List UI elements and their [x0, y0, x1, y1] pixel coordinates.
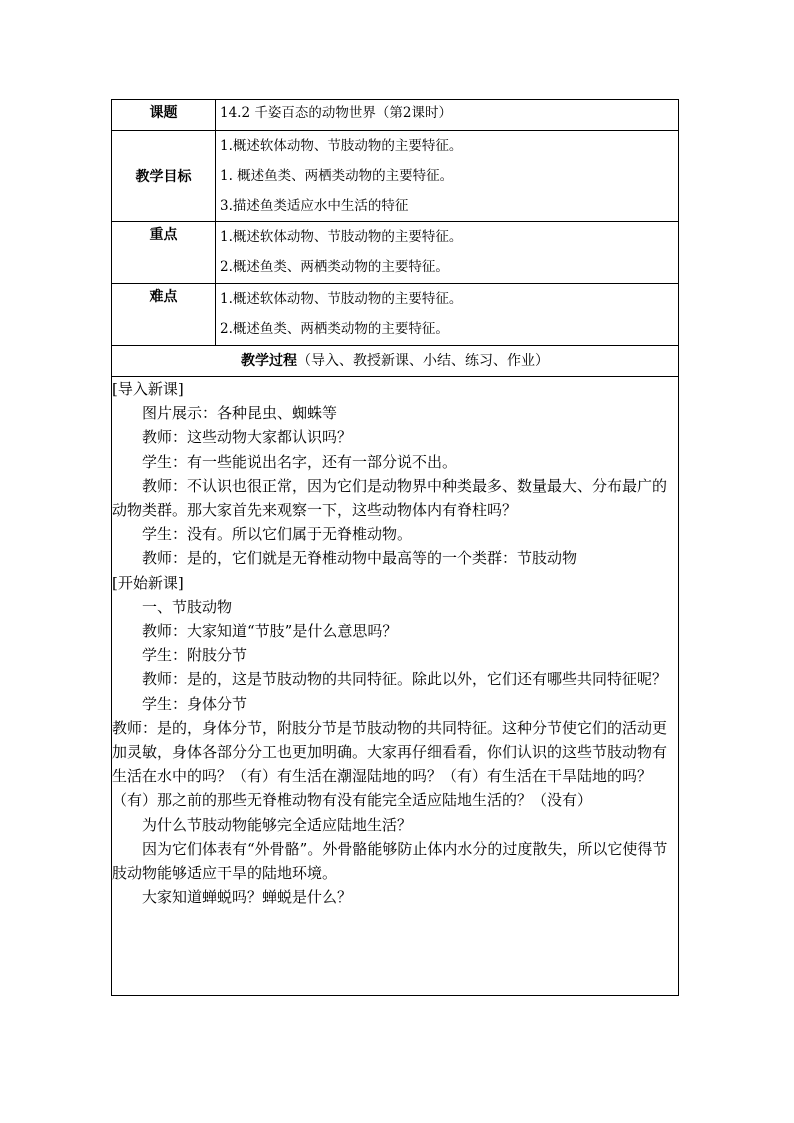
process-header-bold: 教学过程: [241, 353, 297, 369]
process-body: [112, 377, 679, 996]
section-heading: [导入新课]: [112, 380, 184, 398]
objective-item: 3.描述鱼类适应水中生活的特征: [220, 198, 409, 214]
title-row: [112, 100, 679, 131]
difficulties-label-cell: [112, 284, 216, 346]
dialogue-line: 学生：身体分节: [142, 694, 248, 713]
process-body-row: [112, 377, 679, 996]
difficulties-cell: [216, 284, 679, 346]
dialogue-line: 学生：附肢分节: [142, 646, 248, 665]
difficulties-label: 难点: [149, 289, 178, 305]
objective-item: 1.概述软体动物、节肢动物的主要特征。: [220, 138, 463, 154]
dialogue-line: 教师：是的，这是节肢动物的共同特征。除此以外，它们还有哪些共同特征呢？: [142, 670, 668, 689]
title-value-cell: [216, 100, 679, 131]
process-header: [112, 346, 679, 377]
dialogue-line: 教师：大家知道“节肢”是什么意思吗？: [142, 622, 398, 641]
dialogue-line: 教师：是的，它们就是无脊椎动物中最高等的一个类群：节肢动物: [142, 549, 578, 568]
dialogue-line: 教师：这些动物大家都认识吗？: [142, 428, 353, 447]
dialogue-line: 因为它们体表有“外骨骼”。外骨骼能够防止体内水分的过度散失，所以它使得节肢动物能够适应干旱的陆地环境。: [112, 839, 668, 883]
objectives-label-cell: [112, 131, 216, 222]
process-header-row: [112, 346, 679, 377]
key-points-row: [112, 222, 679, 284]
dialogue-line: 为什么节肢动物能够完全适应陆地生活？: [142, 815, 413, 834]
key-points-label: 重点: [149, 227, 178, 243]
title-label: 课题: [149, 105, 178, 121]
dialogue-line: 大家知道蝉蜕吗？蝉蜕是什么？: [142, 888, 353, 907]
dialogue-line: 教师：不认识也很正常，因为它们是动物界中种类最多、数量最大、分布最广的动物类群。那大家首先来观察一下，这些动物体内有脊柱吗？: [112, 476, 668, 520]
dialogue-line: 学生：有一些能说出名字，还有一部分说不出。: [142, 452, 458, 471]
title-label-cell: [112, 100, 216, 131]
process-header-rest: （导入、教授新课、小结、练习、作业）: [297, 353, 549, 369]
subsection-heading: 一、节肢动物: [142, 597, 233, 616]
section-heading: [开始新课]: [112, 573, 184, 592]
key-points-cell: [216, 222, 679, 284]
objectives-cell: [216, 131, 679, 222]
key-point-item: 1.概述软体动物、节肢动物的主要特征。: [220, 229, 463, 245]
key-points-label-cell: [112, 222, 216, 284]
objectives-row: [112, 131, 679, 222]
difficulties-row: [112, 284, 679, 346]
key-point-item: 2.概述鱼类、两栖类动物的主要特征。: [220, 259, 449, 275]
objectives-label: 教学目标: [135, 169, 192, 185]
difficulty-item: 2.概述鱼类、两栖类动物的主要特征。: [220, 321, 449, 337]
difficulty-item: 1.概述软体动物、节肢动物的主要特征。: [220, 291, 463, 307]
dialogue-line: 教师：是的，身体分节，附肢分节是节肢动物的共同特征。这种分节使它们的活动更加灵敏，身体各部分分工也更加明确。大家再仔细看看，你们认识的这些节肢动物有生活在水中的吗？（有）有生活在潮湿陆地的吗？（有）有生活在干旱陆地的吗？（有）那之前的那些无脊椎动物有没有能完全适应陆地生活的？（没有）: [112, 718, 668, 810]
dialogue-line: 图片展示：各种昆虫、蜘蛛等: [142, 404, 338, 423]
lesson-title: 14.2 千姿百态的动物世界（第2课时）: [220, 105, 452, 121]
lesson-plan-table: [111, 99, 679, 996]
objective-item: 1. 概述鱼类、两栖类动物的主要特征。: [220, 168, 454, 184]
dialogue-line: 学生：没有。所以它们属于无脊椎动物。: [142, 525, 413, 544]
